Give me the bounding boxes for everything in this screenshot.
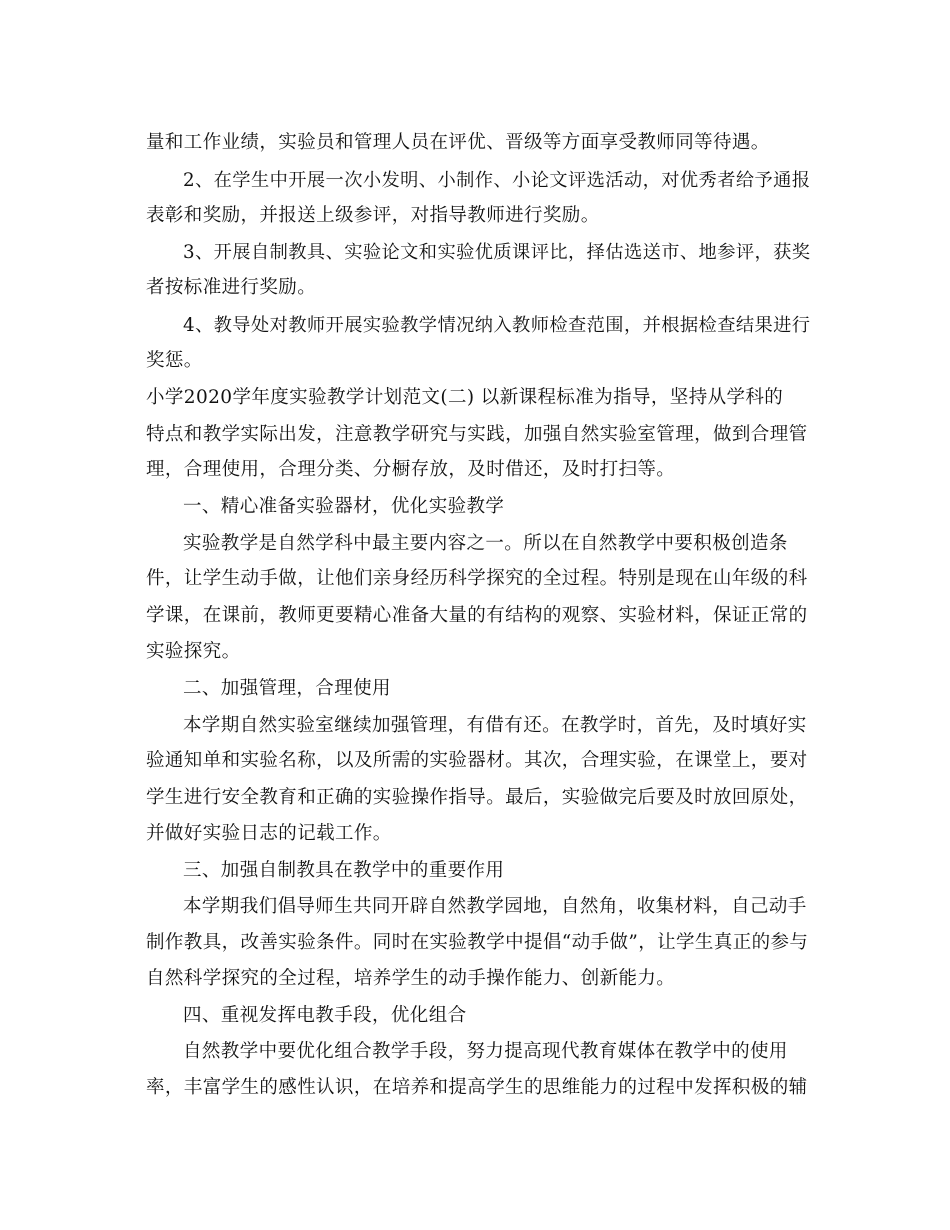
text-line: 实验探究。: [146, 641, 241, 662]
text-line: 本学期自然实验室继续加强管理，有借有还。在教学时，首先，及时填好实: [183, 715, 807, 736]
text-line: 实验教学是自然学科中最主要内容之一。所以在自然教学中要积极创造条: [183, 533, 788, 554]
text-line: 2、在学生中开展一次小发明、小制作、小论文评选活动，对优秀者给予通报: [183, 170, 811, 191]
subheading-line: 二、加强管理，合理使用: [183, 678, 391, 699]
text-line: 表彰和奖励，并报送上级参评，对指导教师进行奖励。: [146, 205, 600, 226]
text-line: 学课，在课前，教师更要精心准备大量的有结构的观察、实验材料，保证正常的: [146, 605, 808, 626]
text-line: 奖惩。: [146, 350, 203, 371]
text-line: 件，让学生动手做，让他们亲身经历科学探究的全过程。特别是现在山年级的科: [146, 568, 808, 589]
text-line: 自然科学探究的全过程，培养学生的动手操作能力、创新能力。: [146, 968, 676, 989]
subheading-line: 四、重视发挥电教手段，优化组合: [183, 1005, 467, 1026]
text-line: 者按标准进行奖励。: [146, 277, 317, 298]
text-line: 4、教导处对教师开展实验教学情况纳入教师检查范围，并根据检查结果进行: [183, 315, 811, 336]
text-line: 制作教具，改善实验条件。同时在实验教学中提倡“动手做”，让学生真正的参与: [146, 932, 809, 953]
text-line: 率，丰富学生的感性认识，在培养和提高学生的思维能力的过程中发挥积极的辅: [146, 1077, 808, 1098]
subheading-line: 一、精心准备实验器材，优化实验教学: [183, 496, 505, 517]
subheading-line: 三、加强自制教具在教学中的重要作用: [183, 860, 505, 881]
text-line: 理，合理使用，合理分类、分橱存放，及时借还，及时打扫等。: [146, 459, 676, 480]
text-line: 并做好实验日志的记载工作。: [146, 823, 392, 844]
section-heading-line: 小学2020学年度实验教学计划范文(二) 以新课程标准为指导，坚持从学科的: [146, 387, 784, 408]
text-line: 自然教学中要优化组合教学手段，努力提高现代教育媒体在教学中的使用: [183, 1041, 788, 1062]
text-line: 3、开展自制教具、实验论文和实验优质课评比，择估选送市、地参评，获奖: [183, 242, 811, 263]
text-line: 验通知单和实验名称，以及所需的实验器材。其次，合理实验，在课堂上，要对: [146, 750, 808, 771]
text-line: 本学期我们倡导师生共同开辟自然教学园地，自然角，收集材料，自己动手: [183, 896, 807, 917]
text-line: 特点和教学实际出发，注意教学研究与实践，加强自然实验室管理，做到合理管: [146, 424, 808, 445]
text-line: 学生进行安全教育和正确的实验操作指导。最后，实验做完后要及时放回原处，: [146, 787, 808, 808]
text-line: 量和工作业绩，实验员和管理人员在评优、晋级等方面享受教师同等待遇。: [146, 132, 770, 153]
